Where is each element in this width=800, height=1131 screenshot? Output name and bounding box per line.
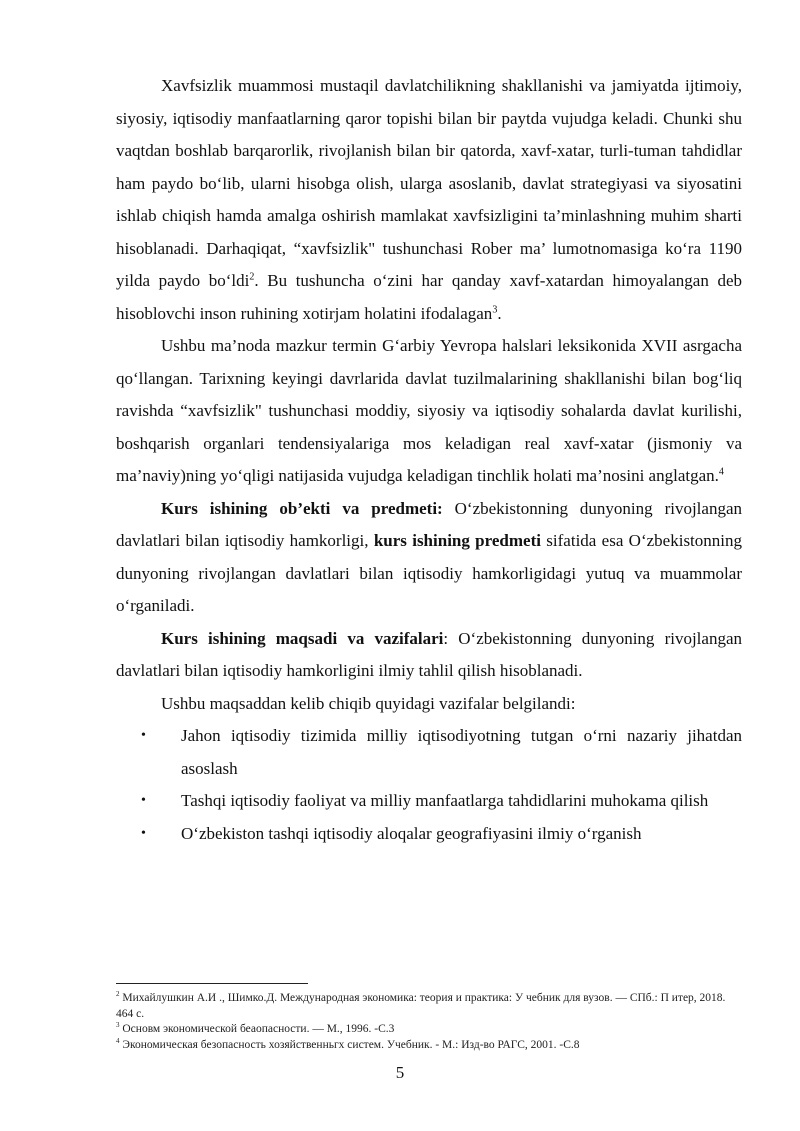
- task-text: O‘zbekiston tashqi iqtisodiy aloqalar geografiyasini ilmiy o‘rganish: [181, 823, 642, 843]
- paragraph-tasks-intro: [116, 688, 742, 721]
- footnotes: [116, 991, 742, 1053]
- footnote-text: Экономическая безопасность хозяйственньгх систем. Учебник. - М.: Изд-во РАГС, 2001. -С.8: [122, 1038, 580, 1051]
- paragraph-course-goal: [116, 623, 742, 688]
- list-item: [116, 720, 742, 785]
- footnote-2: [116, 991, 742, 1022]
- heading-subject: kurs ishining predmeti: [373, 531, 541, 550]
- footnote-text: Основм экономической беаопасности. — М., 1996. -С.3: [122, 1023, 395, 1035]
- heading-goal-tasks: Kurs ishining maqsadi va vazifalari: [161, 628, 444, 648]
- paragraph-text: : O‘zbekistonning dunyoning rivojlangan davlatlari bilan iqtisodiy hamkorligini ilmiy tahlil qilish hisoblanadi.: [116, 628, 742, 680]
- footnote-ref-3[interactable]: 3: [492, 303, 498, 315]
- paragraph-text: Xavfsizlik muammosi mustaqil davlatchilikning shakllanishi va jamiyatda ijtimoiy, siyosiy, iqtisodiy manfaatlarning qaror topishi bilan bir paytda vujudga keladi. Chunki shu vaqtdan boshlab barqarorlik, rivojlanish bilan bir qatorda, xavf-xatar, turli-tuman tahdidlar ham paydo bo‘lib, ularni hisobga olish, ularga asoslanib, davlat strategiyasi va siyosatini ishlab chiqish hamda amalga oshirish mamlakat xavfsizligini ta’minlashning muhim sharti hisoblanadi. Darhaqiqat, “xavfsizlik" tushunchasi Rober ma’ lumotnomasiga ko‘ra 1190 yilda paydo bo‘ldi: [116, 76, 742, 290]
- paragraph-text: Ushbu ma’noda mazkur termin G‘arbiy Yevropa halslari leksikonida XVII asrgacha qo‘llangan. Tarixning keyingi davrlarida davlat tuzilmalarining shakllanishi bilan bog‘liq ravishda “xavfsizlik" tushunchasi moddiy, siyosiy va iqtisodiy sohalarda davlat kurilishi, boshqarish organlari tendensiyalariga mos keladigan real xavf-xatar (jismoniy va ma’naviy)ning yo‘qligi natijasida vujudga keladigan tinchlik holati ma’nosini anglatgan.: [116, 336, 742, 485]
- footnote-mark: 3: [116, 1021, 120, 1030]
- paragraph-security-definition: [116, 70, 742, 330]
- paragraph-course-object: [116, 493, 742, 623]
- paragraph-text: O‘zbekistonning dunyoning rivojlangan davlatlari bilan iqtisodiy hamkorligi,: [116, 498, 742, 550]
- list-item: [116, 818, 742, 851]
- footnote-3: [116, 1022, 742, 1038]
- task-text: Jahon iqtisodiy tizimida milliy iqtisodiyotning tutgan o‘rni nazariy jihatdan asoslash: [181, 726, 742, 778]
- paragraph-term-history: [116, 330, 742, 493]
- bullet-icon: •: [141, 728, 146, 743]
- page-body: [116, 70, 742, 850]
- list-item: [116, 785, 742, 818]
- page-number: 5: [395, 1063, 405, 1082]
- heading-object-subject: Kurs ishining ob’ekti va predmeti:: [161, 498, 443, 518]
- footnote-mark: 2: [116, 990, 120, 999]
- bullet-icon: •: [141, 825, 146, 841]
- task-text: Tashqi iqtisodiy faoliyat va milliy manfaatlarga tahdidlarini muhokama qilish: [181, 791, 709, 810]
- paragraph-text: Ushbu maqsaddan kelib chiqib quyidagi vazifalar belgilandi:: [161, 693, 576, 713]
- footnote-ref-2[interactable]: 2: [249, 271, 255, 283]
- paragraph-text: sifatida esa O‘zbekistonning dunyoning rivojlangan davlatlari bilan iqtisodiy hamkorligidagi yutuq va muammolar o‘rganiladi.: [116, 531, 743, 615]
- paragraph-text: .: [497, 303, 502, 323]
- task-list: [116, 720, 742, 850]
- bullet-icon: •: [141, 793, 146, 808]
- footnote-separator: [116, 983, 308, 984]
- footnote-text: Михайлушкин А.И ., Шимко.Д. Международная экономика: теория и практика: У чебник для вузов. — СПб.: П итер, 2018. 464 с.: [116, 992, 726, 1020]
- footnote-ref-4[interactable]: 4: [718, 466, 724, 478]
- footnote-mark: 4: [116, 1036, 120, 1045]
- paragraph-text: . Bu tushuncha o‘zini har qanday xavf-xatardan himoyalangan deb hisoblovchi inson ruhining xotirjam holatini ifodalagan: [116, 271, 742, 323]
- footnote-4: [116, 1038, 742, 1054]
